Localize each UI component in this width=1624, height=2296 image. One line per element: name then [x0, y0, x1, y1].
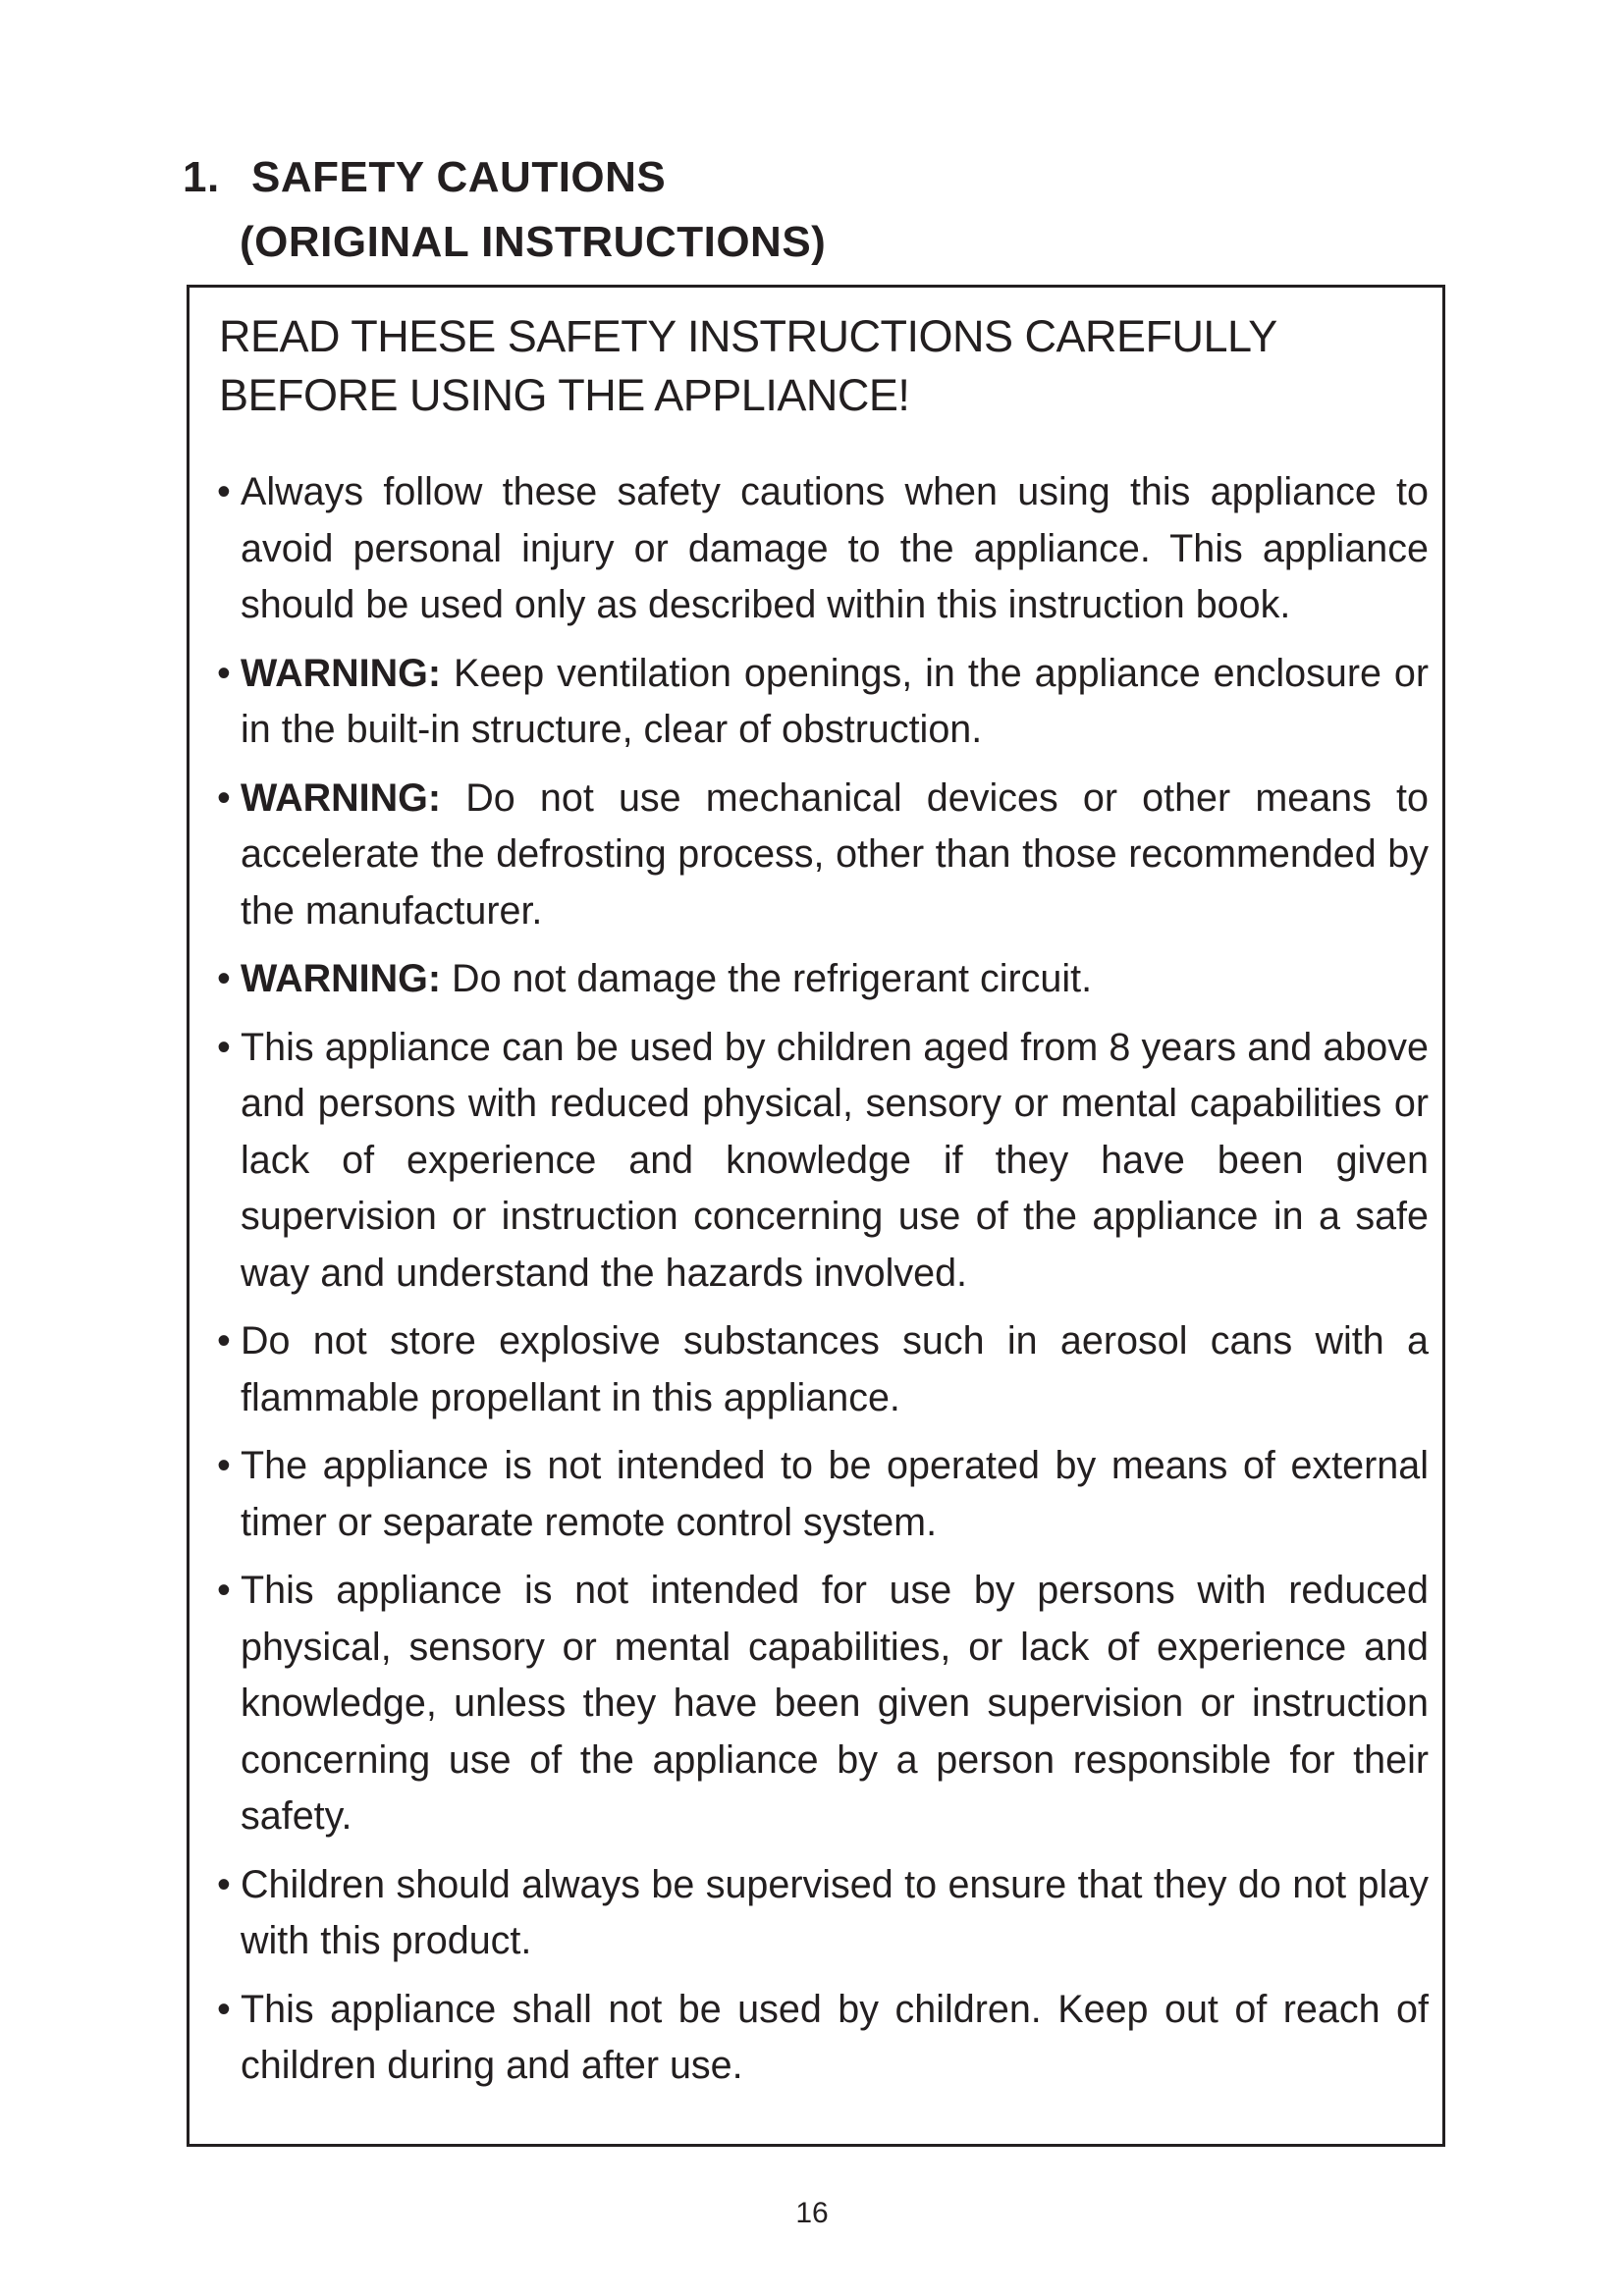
warning-label: WARNING:: [241, 957, 442, 1000]
safety-item: [189, 1563, 1448, 1845]
bullet-icon: •: [217, 1444, 231, 1487]
bullet-icon: •: [217, 1025, 231, 1069]
bullet-icon: •: [217, 1987, 231, 2031]
heading-line-1: [183, 145, 826, 210]
safety-item: [189, 1982, 1448, 2095]
safety-box: [187, 285, 1445, 2147]
bullet-icon: •: [217, 775, 231, 820]
safety-list: [189, 464, 1448, 2107]
bullet-icon: •: [217, 1569, 231, 1612]
safety-item: [189, 1438, 1448, 1551]
safety-item: [189, 1313, 1448, 1426]
safety-item: [189, 646, 1448, 759]
safety-item-text: This appliance shall not be used by children. Keep out of reach of children during and after use.: [241, 1987, 1429, 2087]
safety-item: [189, 771, 1448, 940]
bullet-icon: •: [217, 1862, 231, 1906]
safety-box-title: READ THESE SAFETY INSTRUCTIONS CAREFULLY BEFORE USING THE APPLIANCE!: [219, 311, 1276, 420]
safety-item-text: Always follow these safety cautions when using this appliance to avoid personal injury or damage to the appliance. This appliance should be used only as described within this instruction book.: [241, 470, 1429, 626]
section-number: 1.: [183, 153, 220, 201]
safety-item-text: Do not store explosive substances such in aerosol cans with a flammable propellant in this appliance.: [241, 1319, 1429, 1419]
safety-item: [189, 464, 1448, 634]
safety-item-text: This appliance is not intended for use by persons with reduced physical, sensory or mental capabilities, or lack of experience and knowledge, unless they have been given supervision or instruction concerning use of the appliance by a person responsible for their safety.: [241, 1569, 1429, 1838]
safety-item-text: Keep ventilation openings, in the appliance enclosure or in the built-in structure, clear of obstruction.: [241, 651, 1429, 751]
warning-label: WARNING:: [241, 775, 442, 820]
safety-item-text: This appliance can be used by children aged from 8 years and above and persons with reduced physical, sensory or mental capabilities or lack of experience and knowledge if they have been given supervision or instruction concerning use of the appliance in a safe way and understand the hazards involved.: [241, 1025, 1429, 1295]
safety-item-text: The appliance is not intended to be operated by means of external timer or separate remote control system.: [241, 1444, 1429, 1544]
safety-item-text: Do not damage the refrigerant circuit.: [452, 957, 1093, 1000]
safety-item-text: Children should always be supervised to ensure that they do not play with this product.: [241, 1862, 1429, 1962]
safety-item: [189, 1857, 1448, 1970]
section-heading: [183, 145, 826, 275]
safety-item-text: Do not use mechanical devices or other means to accelerate the defrosting process, other than those recommended by the manufacturer.: [241, 775, 1429, 933]
bullet-icon: •: [217, 957, 231, 1000]
safety-item: [189, 951, 1448, 1008]
bullet-icon: •: [217, 470, 231, 513]
bullet-icon: •: [217, 1319, 231, 1362]
warning-label: WARNING:: [241, 651, 442, 695]
section-title: SAFETY CAUTIONS: [251, 153, 667, 201]
section-subtitle: (ORIGINAL INSTRUCTIONS): [240, 218, 827, 266]
bullet-icon: •: [217, 651, 231, 695]
safety-item: [189, 1020, 1448, 1303]
page-number: 16: [795, 2197, 829, 2229]
